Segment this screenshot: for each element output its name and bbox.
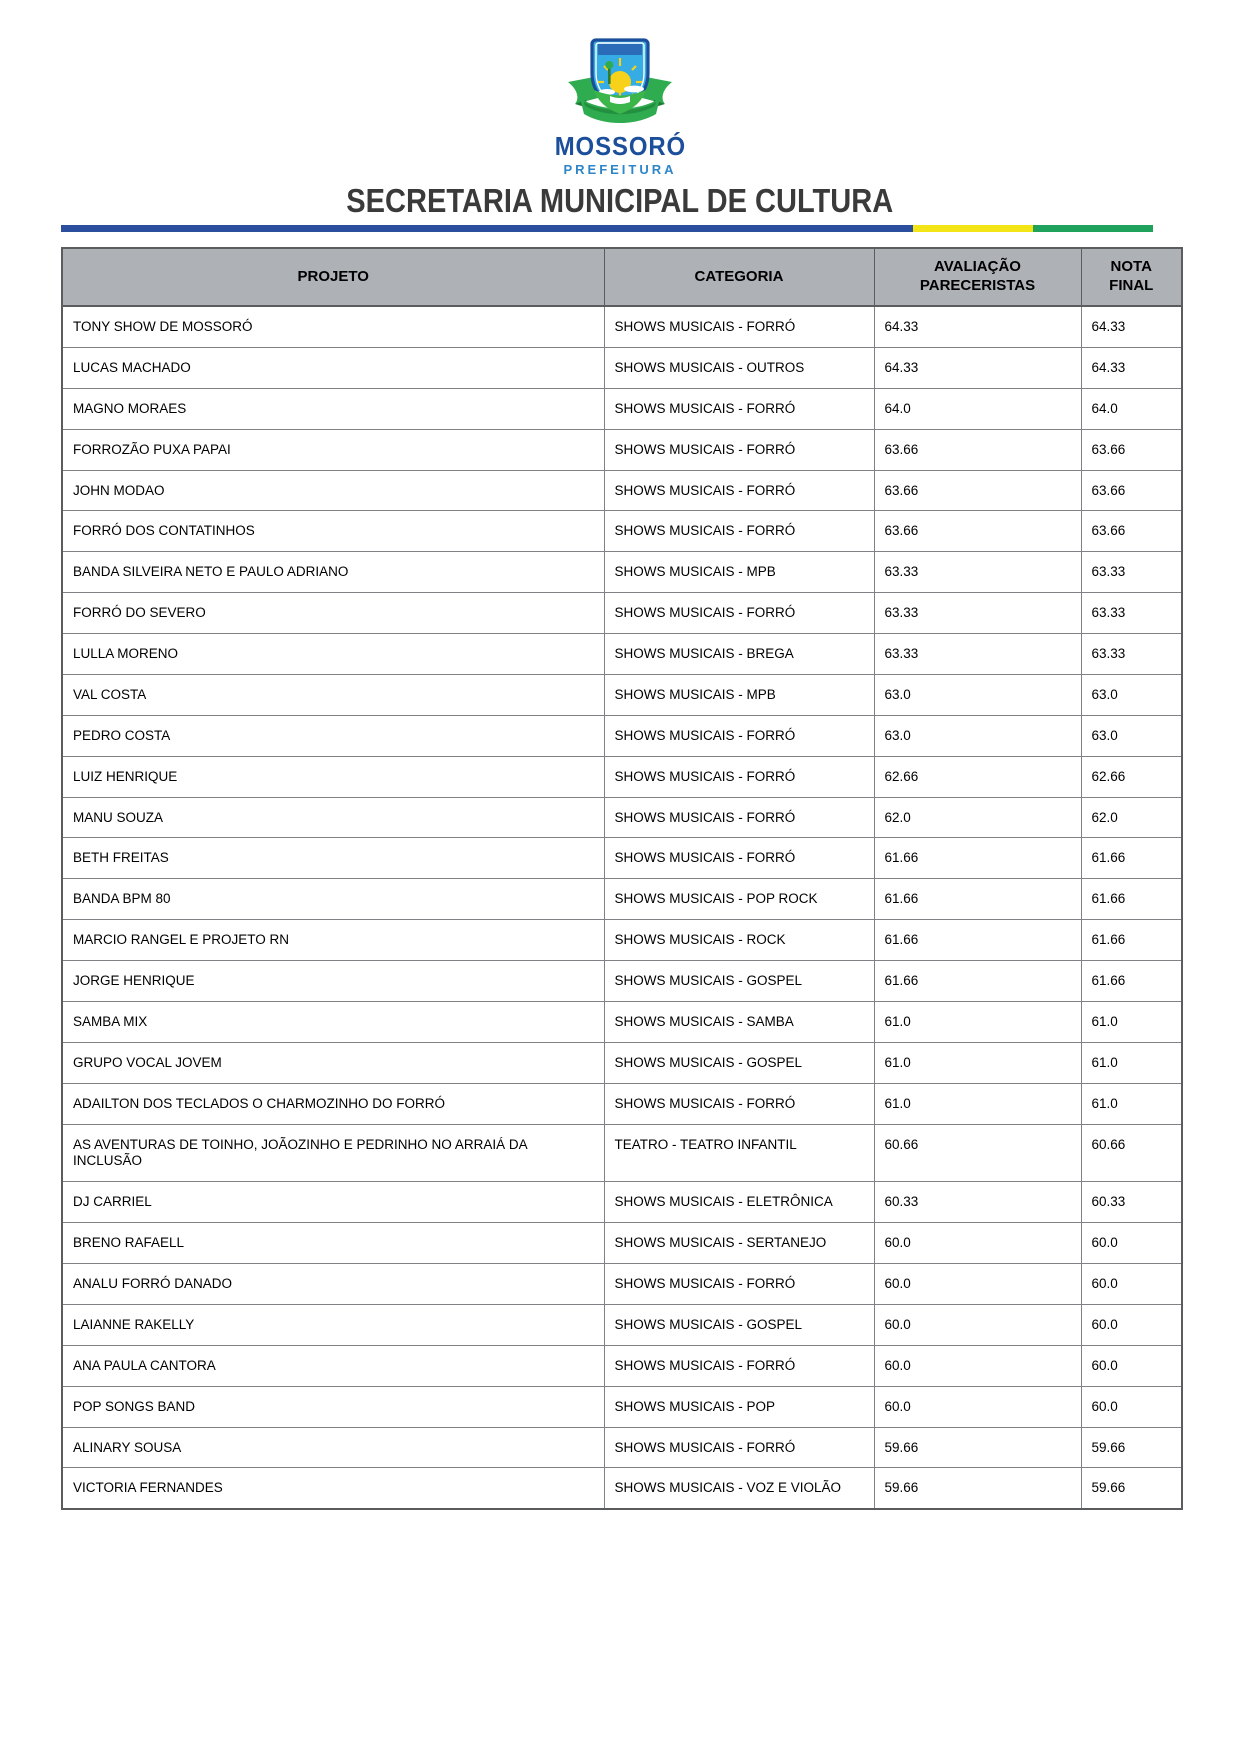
cell-avaliacao-pareceristas: 64.33 [874, 347, 1081, 388]
cell-nota-final: 63.0 [1081, 715, 1182, 756]
cell-avaliacao-pareceristas: 63.33 [874, 593, 1081, 634]
table-row [62, 715, 1182, 756]
cell-categoria: SHOWS MUSICAIS - POP ROCK [604, 879, 874, 920]
table-row [62, 1124, 1182, 1182]
table-row [62, 634, 1182, 675]
cell-avaliacao-pareceristas: 59.66 [874, 1468, 1081, 1509]
table-row [62, 961, 1182, 1002]
table-row [62, 674, 1182, 715]
cell-nota-final: 59.66 [1081, 1468, 1182, 1509]
table-row [62, 1427, 1182, 1468]
cell-nota-final: 63.33 [1081, 552, 1182, 593]
cell-projeto: FORRÓ DO SEVERO [62, 593, 604, 634]
column-header-nota-final: NOTA FINAL [1081, 248, 1182, 306]
results-table-body [62, 306, 1182, 1509]
cell-avaliacao-pareceristas: 63.0 [874, 674, 1081, 715]
cell-nota-final: 60.66 [1081, 1124, 1182, 1182]
cell-projeto: VAL COSTA [62, 674, 604, 715]
cell-avaliacao-pareceristas: 61.66 [874, 838, 1081, 879]
cell-projeto: MARCIO RANGEL E PROJETO RN [62, 920, 604, 961]
cell-avaliacao-pareceristas: 62.0 [874, 797, 1081, 838]
cell-projeto: JOHN MODAO [62, 470, 604, 511]
cell-nota-final: 61.0 [1081, 1042, 1182, 1083]
cell-nota-final: 61.66 [1081, 879, 1182, 920]
org-name-text: MOSSORÓ [554, 131, 686, 161]
cell-nota-final: 59.66 [1081, 1427, 1182, 1468]
cell-categoria: SHOWS MUSICAIS - GOSPEL [604, 961, 874, 1002]
mossoro-coat-of-arms-icon [560, 36, 680, 128]
cell-categoria: SHOWS MUSICAIS - POP [604, 1386, 874, 1427]
table-row [62, 920, 1182, 961]
table-row [62, 388, 1182, 429]
cell-avaliacao-pareceristas: 63.66 [874, 429, 1081, 470]
cell-categoria: SHOWS MUSICAIS - VOZ E VIOLÃO [604, 1468, 874, 1509]
table-row [62, 429, 1182, 470]
org-name [0, 131, 1240, 162]
cell-nota-final: 61.0 [1081, 1083, 1182, 1124]
header-row [62, 248, 1182, 306]
cell-avaliacao-pareceristas: 63.33 [874, 634, 1081, 675]
table-row [62, 879, 1182, 920]
cell-categoria: SHOWS MUSICAIS - SERTANEJO [604, 1223, 874, 1264]
cell-projeto: VICTORIA FERNANDES [62, 1468, 604, 1509]
cell-avaliacao-pareceristas: 63.0 [874, 715, 1081, 756]
cell-categoria: SHOWS MUSICAIS - FORRÓ [604, 470, 874, 511]
cell-nota-final: 61.66 [1081, 961, 1182, 1002]
cell-nota-final: 63.0 [1081, 674, 1182, 715]
cell-projeto: MANU SOUZA [62, 797, 604, 838]
cell-nota-final: 64.33 [1081, 347, 1182, 388]
table-row [62, 756, 1182, 797]
cell-nota-final: 60.0 [1081, 1264, 1182, 1305]
cell-categoria: SHOWS MUSICAIS - FORRÓ [604, 797, 874, 838]
table-row [62, 838, 1182, 879]
page-title-text: SECRETARIA MUNICIPAL DE CULTURA [346, 182, 894, 219]
cell-projeto: BANDA BPM 80 [62, 879, 604, 920]
cell-nota-final: 63.66 [1081, 429, 1182, 470]
cell-projeto: ADAILTON DOS TECLADOS O CHARMOZINHO DO FORRÓ [62, 1083, 604, 1124]
cell-projeto: FORROZÃO PUXA PAPAI [62, 429, 604, 470]
cell-nota-final: 64.0 [1081, 388, 1182, 429]
cell-projeto: BANDA SILVEIRA NETO E PAULO ADRIANO [62, 552, 604, 593]
accent-bar [61, 225, 1153, 232]
cell-categoria: SHOWS MUSICAIS - MPB [604, 674, 874, 715]
cell-projeto: FORRÓ DOS CONTATINHOS [62, 511, 604, 552]
cell-avaliacao-pareceristas: 60.0 [874, 1223, 1081, 1264]
accent-bar-blue-segment [61, 225, 913, 232]
cell-categoria: SHOWS MUSICAIS - FORRÓ [604, 1264, 874, 1305]
table-row [62, 1345, 1182, 1386]
cell-avaliacao-pareceristas: 60.0 [874, 1264, 1081, 1305]
cell-nota-final: 63.66 [1081, 511, 1182, 552]
table-row [62, 1182, 1182, 1223]
cell-projeto: JORGE HENRIQUE [62, 961, 604, 1002]
cell-avaliacao-pareceristas: 59.66 [874, 1427, 1081, 1468]
cell-avaliacao-pareceristas: 60.0 [874, 1386, 1081, 1427]
table-row [62, 797, 1182, 838]
cell-projeto: SAMBA MIX [62, 1001, 604, 1042]
cell-nota-final: 64.33 [1081, 306, 1182, 347]
org-subtitle: PREFEITURA [563, 162, 677, 177]
table-row [62, 1042, 1182, 1083]
cell-categoria: SHOWS MUSICAIS - FORRÓ [604, 838, 874, 879]
cell-projeto: AS AVENTURAS DE TOINHO, JOÃOZINHO E PEDRINHO NO ARRAIÁ DA INCLUSÃO [62, 1124, 604, 1182]
cell-nota-final: 63.33 [1081, 593, 1182, 634]
cell-categoria: TEATRO - TEATRO INFANTIL [604, 1124, 874, 1182]
column-header-categoria: CATEGORIA [604, 248, 874, 306]
cell-projeto: BRENO RAFAELL [62, 1223, 604, 1264]
table-row [62, 347, 1182, 388]
cell-nota-final: 60.0 [1081, 1345, 1182, 1386]
cell-projeto: DJ CARRIEL [62, 1182, 604, 1223]
results-table-header [62, 248, 1182, 306]
cell-nota-final: 61.66 [1081, 920, 1182, 961]
cell-categoria: SHOWS MUSICAIS - MPB [604, 552, 874, 593]
cell-categoria: SHOWS MUSICAIS - FORRÓ [604, 756, 874, 797]
cell-projeto: PEDRO COSTA [62, 715, 604, 756]
cell-categoria: SHOWS MUSICAIS - FORRÓ [604, 593, 874, 634]
table-row [62, 1264, 1182, 1305]
cell-categoria: SHOWS MUSICAIS - ROCK [604, 920, 874, 961]
table-row [62, 1386, 1182, 1427]
cell-avaliacao-pareceristas: 63.66 [874, 511, 1081, 552]
cell-projeto: LULLA MORENO [62, 634, 604, 675]
table-row [62, 1083, 1182, 1124]
cell-categoria: SHOWS MUSICAIS - FORRÓ [604, 1345, 874, 1386]
cell-categoria: SHOWS MUSICAIS - ELETRÔNICA [604, 1182, 874, 1223]
cell-nota-final: 60.33 [1081, 1182, 1182, 1223]
cell-projeto: POP SONGS BAND [62, 1386, 604, 1427]
results-table [61, 247, 1183, 1510]
cell-avaliacao-pareceristas: 60.0 [874, 1345, 1081, 1386]
column-header-avaliacao-pareceristas: AVALIAÇÃO PARECERISTAS [874, 248, 1081, 306]
cell-avaliacao-pareceristas: 63.66 [874, 470, 1081, 511]
cell-nota-final: 63.66 [1081, 470, 1182, 511]
table-row [62, 511, 1182, 552]
cell-avaliacao-pareceristas: 64.33 [874, 306, 1081, 347]
cell-nota-final: 60.0 [1081, 1386, 1182, 1427]
cell-categoria: SHOWS MUSICAIS - FORRÓ [604, 306, 874, 347]
cell-projeto: ALINARY SOUSA [62, 1427, 604, 1468]
cell-nota-final: 62.0 [1081, 797, 1182, 838]
table-row [62, 1001, 1182, 1042]
cell-categoria: SHOWS MUSICAIS - OUTROS [604, 347, 874, 388]
cell-avaliacao-pareceristas: 62.66 [874, 756, 1081, 797]
cell-projeto: LUCAS MACHADO [62, 347, 604, 388]
cell-avaliacao-pareceristas: 61.66 [874, 879, 1081, 920]
cell-categoria: SHOWS MUSICAIS - GOSPEL [604, 1304, 874, 1345]
cell-avaliacao-pareceristas: 61.66 [874, 920, 1081, 961]
cell-avaliacao-pareceristas: 63.33 [874, 552, 1081, 593]
column-header-projeto: PROJETO [62, 248, 604, 306]
cell-nota-final: 62.66 [1081, 756, 1182, 797]
cell-projeto: ANA PAULA CANTORA [62, 1345, 604, 1386]
cell-nota-final: 60.0 [1081, 1223, 1182, 1264]
cell-projeto: MAGNO MORAES [62, 388, 604, 429]
page-title [0, 184, 1240, 217]
cell-projeto: BETH FREITAS [62, 838, 604, 879]
table-row [62, 306, 1182, 347]
table-row [62, 552, 1182, 593]
cell-projeto: TONY SHOW DE MOSSORÓ [62, 306, 604, 347]
accent-bar-yellow-segment [913, 225, 1033, 232]
cell-categoria: SHOWS MUSICAIS - SAMBA [604, 1001, 874, 1042]
cell-avaliacao-pareceristas: 64.0 [874, 388, 1081, 429]
cell-avaliacao-pareceristas: 60.66 [874, 1124, 1081, 1182]
cell-projeto: LUIZ HENRIQUE [62, 756, 604, 797]
cell-categoria: SHOWS MUSICAIS - FORRÓ [604, 715, 874, 756]
cell-projeto: GRUPO VOCAL JOVEM [62, 1042, 604, 1083]
cell-categoria: SHOWS MUSICAIS - FORRÓ [604, 1427, 874, 1468]
cell-categoria: SHOWS MUSICAIS - BREGA [604, 634, 874, 675]
table-row [62, 1468, 1182, 1509]
cell-categoria: SHOWS MUSICAIS - FORRÓ [604, 388, 874, 429]
cell-avaliacao-pareceristas: 60.33 [874, 1182, 1081, 1223]
cell-avaliacao-pareceristas: 61.0 [874, 1001, 1081, 1042]
cell-projeto: LAIANNE RAKELLY [62, 1304, 604, 1345]
table-row [62, 470, 1182, 511]
table-row [62, 593, 1182, 634]
cell-avaliacao-pareceristas: 61.0 [874, 1083, 1081, 1124]
accent-bar-green-segment [1033, 225, 1153, 232]
cell-nota-final: 61.66 [1081, 838, 1182, 879]
cell-nota-final: 63.33 [1081, 634, 1182, 675]
cell-categoria: SHOWS MUSICAIS - FORRÓ [604, 429, 874, 470]
cell-avaliacao-pareceristas: 61.66 [874, 961, 1081, 1002]
table-row [62, 1304, 1182, 1345]
table-row [62, 1223, 1182, 1264]
cell-avaliacao-pareceristas: 60.0 [874, 1304, 1081, 1345]
cell-categoria: SHOWS MUSICAIS - FORRÓ [604, 1083, 874, 1124]
cell-projeto: ANALU FORRÓ DANADO [62, 1264, 604, 1305]
cell-categoria: SHOWS MUSICAIS - FORRÓ [604, 511, 874, 552]
cell-nota-final: 60.0 [1081, 1304, 1182, 1345]
document-header [0, 0, 1240, 217]
cell-nota-final: 61.0 [1081, 1001, 1182, 1042]
cell-avaliacao-pareceristas: 61.0 [874, 1042, 1081, 1083]
cell-categoria: SHOWS MUSICAIS - GOSPEL [604, 1042, 874, 1083]
